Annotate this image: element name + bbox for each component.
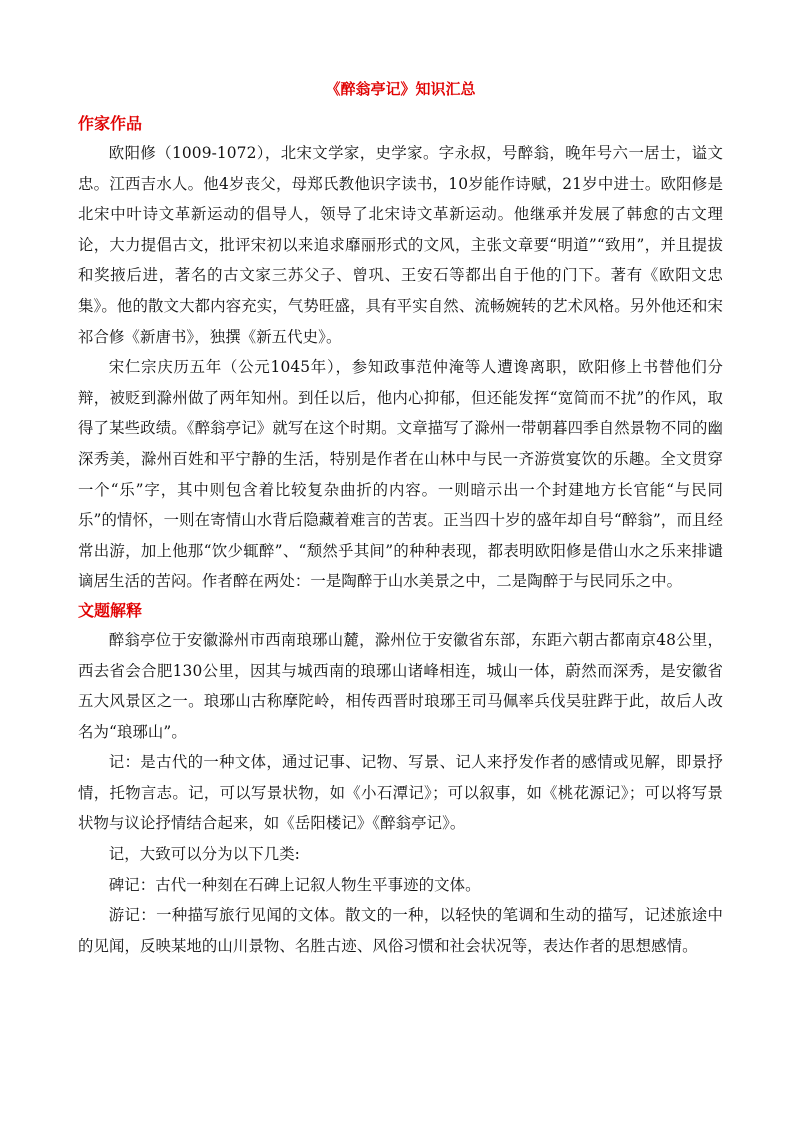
document-title: 《醉翁亭记》知识汇总 bbox=[325, 80, 476, 98]
paragraph: 记：是古代的一种文体，通过记事、记物、写景、记人来抒发作者的感情或见解，即景抒情，托物言志。记，可以写景状物，如《小石潭记》；可以叙事，如《桃花源记》；可以将写景状物与议论抒情结合起来，如《岳阳楼记》《醉翁亭记》。 bbox=[78, 753, 723, 833]
section-author-works bbox=[78, 110, 723, 597]
paragraph: 欧阳修（1009-1072），北宋文学家，史学家。字永叔，号醉翁，晚年号六一居士，谥文忠。江西吉水人。他4岁丧父，母郑氏教他识字读书，10岁能作诗赋，21岁中进士。欧阳修是北宋中叶诗文革新运动的倡导人，领导了北宋诗文革新运动。他继承并发展了韩愈的古文理论，大力提倡古文，批评宋初以来追求靡丽形式的文风，主张文章要“明道”“致用”，并且提拔和奖掖后进，著名的古文家三苏父子、曾巩、王安石等都出自于他的门下。著有《欧阳文忠集》。他的散文大都内容充实，气势旺盛，具有平实自然、流畅婉转的艺术风格。另外他还和宋祁合修《新唐书》，独撰《新五代史》。 bbox=[78, 144, 723, 346]
paragraph: 碑记：古代一种刻在石碑上记叙人物生平事迹的文体。 bbox=[108, 875, 481, 894]
section-heading: 文题解释 bbox=[78, 600, 143, 620]
paragraph: 记，大致可以分为以下几类: bbox=[108, 845, 300, 864]
section-title-explanation bbox=[78, 597, 723, 962]
paragraph: 醉翁亭位于安徽滁州市西南琅琊山麓，滁州位于安徽省东部，东距六朝古都南京48公里，西去省会合肥130公里，因其与城西南的琅琊山诸峰相连，城山一体，蔚然而深秀，是安徽省五大风景区之一。琅琊山古称摩陀岭，相传西晋时琅琊王司马佩率兵伐吴驻跸于此，故后人改名为“琅琊山”。 bbox=[78, 630, 723, 741]
paragraph: 游记：一种描写旅行见闻的文体。散文的一种，以轻快的笔调和生动的描写，记述旅途中的见闻，反映某地的山川景物、名胜古迹、风俗习惯和社会状况等，表达作者的思想感情。 bbox=[78, 906, 723, 955]
section-heading: 作家作品 bbox=[78, 114, 143, 133]
paragraph: 宋仁宗庆历五年（公元1045年），参知政事范仲淹等人遭谗离职，欧阳修上书替他们分辩，被贬到滁州做了两年知州。到任以后，他内心抑郁，但还能发挥“宽简而不扰”的作风，取得了某些政绩。《醉翁亭记》就写在这个时期。文章描写了滁州一带朝暮四季自然景物不同的幽深秀美，滁州百姓和平宁静的生活，特别是作者在山林中与民一齐游赏宴饮的乐趣。全文贯穿一个“乐”字，其中则包含着比较复杂曲折的内容。一则暗示出一个封建地方长官能“与民同乐”的情怀，一则在寄情山水背后隐藏着难言的苦衷。正当四十岁的盛年却自号“醉翁”，而且经常出游，加上他那“饮少辄醉”、“颓然乎其间”的种种表现，都表明欧阳修是借山水之乐来排谴谪居生活的苦闷。作者醉在两处：一是陶醉于山水美景之中，二是陶醉于与民同乐之中。 bbox=[78, 358, 723, 591]
